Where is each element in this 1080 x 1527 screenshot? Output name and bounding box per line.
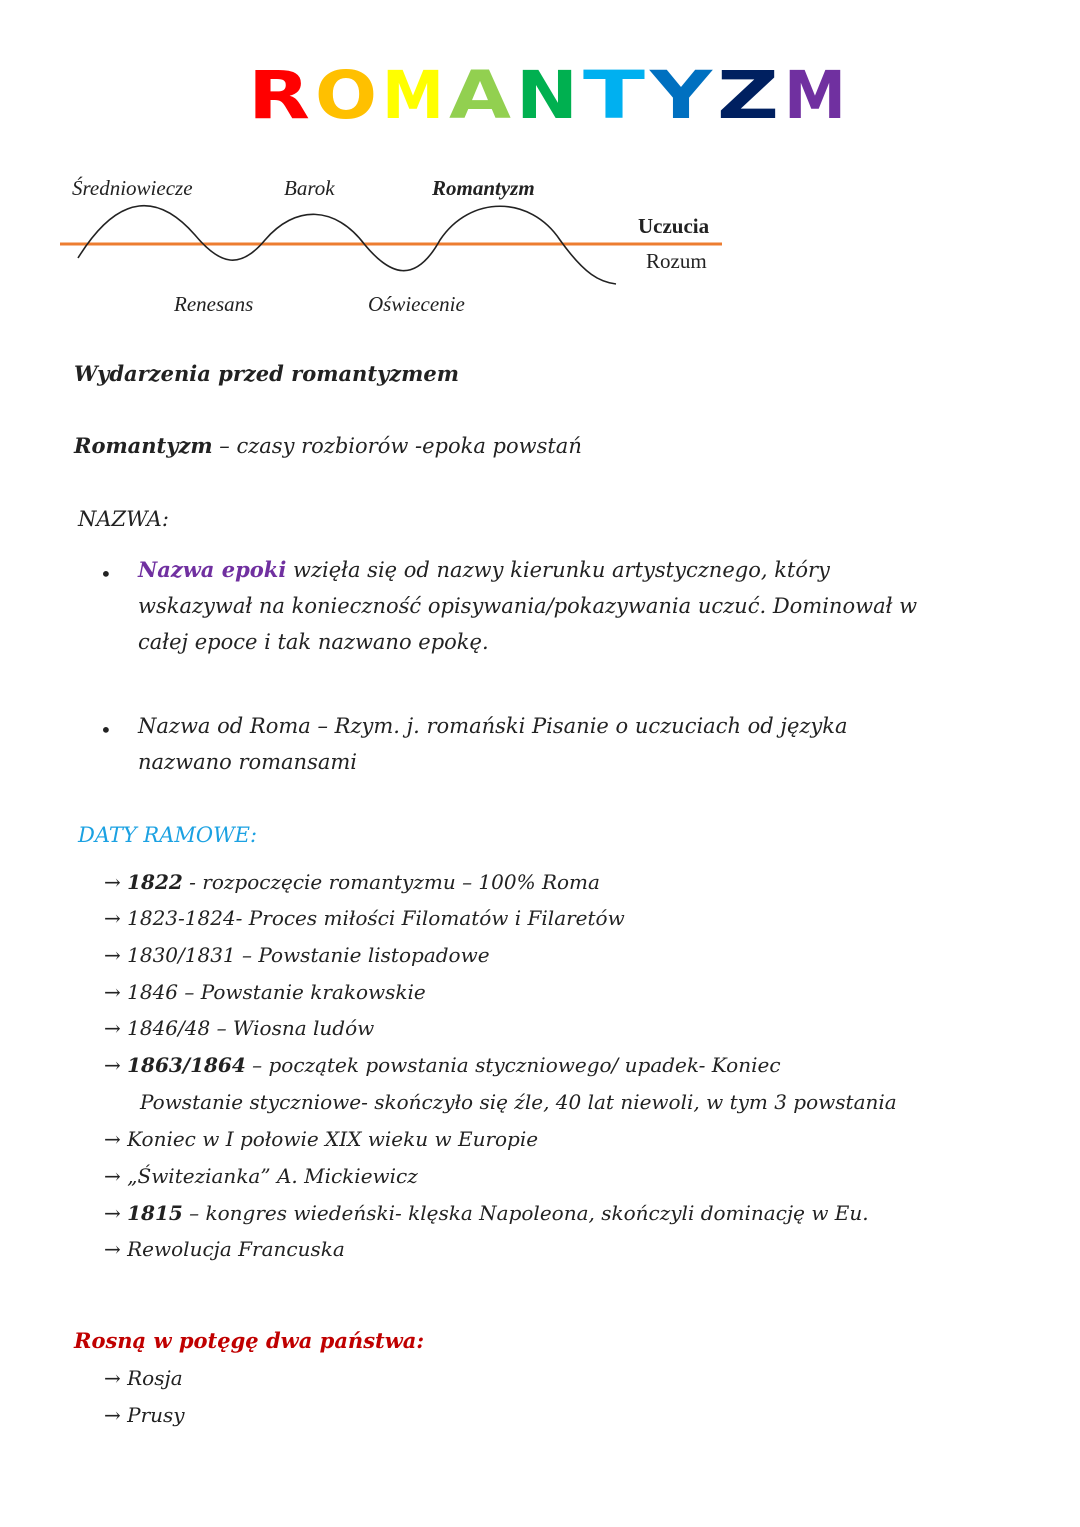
title-letter: R [248, 57, 310, 130]
legend-uczucia: Uczucia [638, 214, 710, 238]
title-letter: Y [648, 57, 714, 130]
date-year: 1822 [127, 870, 183, 894]
date-item [104, 900, 625, 936]
date-item [104, 1195, 869, 1231]
timeline-wave [0, 0, 1080, 330]
nazwa-b2-line1: Nazwa od Roma – Rzym. j. romański Pisanie o uczuciach od języka [138, 714, 848, 738]
arrow-icon: → [104, 1053, 121, 1077]
arrow-icon: → [104, 1016, 121, 1040]
epoch-romantyzm: Romantyzm [432, 176, 535, 200]
nazwa-b2-line2: nazwano romansami [138, 750, 358, 774]
date-item [104, 1158, 418, 1194]
date-text: - rozpoczęcie romantyzmu – 100% Roma [182, 870, 600, 894]
intro-line [74, 433, 582, 458]
date-item [104, 1047, 781, 1083]
date-year: 1815 [127, 1201, 183, 1225]
nazwa-b1-line1: wzięła się od nazwy kierunku artystycznego, który [286, 558, 830, 582]
nazwa-heading: NAZWA: [78, 507, 169, 531]
date-text: 1846 – Powstanie krakowskie [127, 980, 426, 1004]
arrow-icon: → [104, 980, 121, 1004]
arrow-icon: → [104, 1366, 121, 1390]
power-prusy: Prusy [127, 1403, 185, 1427]
epoch-barok: Barok [284, 176, 335, 200]
arrow-icon: → [104, 1127, 121, 1151]
arrow-icon: → [104, 1201, 121, 1225]
epoch-renesans: Renesans [174, 292, 254, 316]
date-text: – początek powstania styczniowego/ upadek- Koniec [245, 1053, 781, 1077]
intro-term: Romantyzm [74, 433, 213, 458]
date-item [104, 1010, 374, 1046]
title-letter: T [583, 57, 645, 130]
nazwa-b1-line2: wskazywał na konieczność opisywania/pokazywania uczuć. Dominował w [138, 594, 918, 618]
date-item [104, 1231, 345, 1267]
epoch-sredniowiecze: Średniowiecze [72, 176, 193, 200]
date-text: 1846/48 – Wiosna ludów [127, 1016, 375, 1040]
date-text: 1830/1831 – Powstanie listopadowe [127, 943, 490, 967]
bullet-1: • [100, 562, 112, 586]
power-rosja: Rosja [127, 1366, 183, 1390]
date-item [104, 974, 426, 1010]
daty-heading: DATY RAMOWE: [78, 823, 258, 847]
date-text: „Świtezianka” A. Mickiewicz [127, 1164, 418, 1188]
nazwa-bullet2 [138, 708, 848, 780]
date-text: Koniec w I połowie XIX wieku w Europie [127, 1127, 539, 1151]
date-continuation: Powstanie styczniowe- skończyło się źle, 40 lat niewoli, w tym 3 powstania [140, 1090, 897, 1114]
arrow-icon: → [104, 943, 121, 967]
date-item [104, 864, 600, 900]
bullet-2: • [100, 718, 112, 742]
nazwa-b1-line3: całej epoce i tak nazwano epokę. [138, 630, 489, 654]
date-item [104, 937, 490, 973]
title-letter: O [315, 57, 377, 130]
arrow-icon: → [104, 1403, 121, 1427]
arrow-icon: → [104, 870, 121, 894]
power-item [104, 1360, 183, 1396]
epoch-oswiecenie: Oświecenie [368, 292, 465, 316]
title-letter: N [516, 57, 578, 130]
events-heading: Wydarzenia przed romantyzmem [74, 361, 459, 386]
title-letter: M [382, 57, 444, 130]
date-item [104, 1121, 538, 1157]
arrow-icon: → [104, 1164, 121, 1188]
date-text: Rewolucja Francuska [127, 1237, 345, 1261]
title-letter: A [449, 57, 511, 130]
nazwa-bullet1 [138, 552, 917, 660]
arrow-icon: → [104, 1237, 121, 1261]
date-year: 1863/1864 [127, 1053, 246, 1077]
date-text: – kongres wiedeński- klęska Napoleona, skończyli dominację w Eu. [182, 1201, 869, 1225]
intro-rest: – czasy rozbiorów -epoka powstań [212, 434, 582, 458]
nazwa-epoki-term: Nazwa epoki [138, 557, 287, 582]
legend-rozum: Rozum [646, 249, 707, 273]
title-letter: M [784, 57, 846, 130]
arrow-icon: → [104, 906, 121, 930]
date-text: 1823-1824- Proces miłości Filomatów i Filaretów [127, 906, 625, 930]
powers-heading: Rosną w potęgę dwa państwa: [74, 1328, 425, 1353]
title-letter: Z [717, 57, 779, 130]
power-item [104, 1397, 185, 1433]
